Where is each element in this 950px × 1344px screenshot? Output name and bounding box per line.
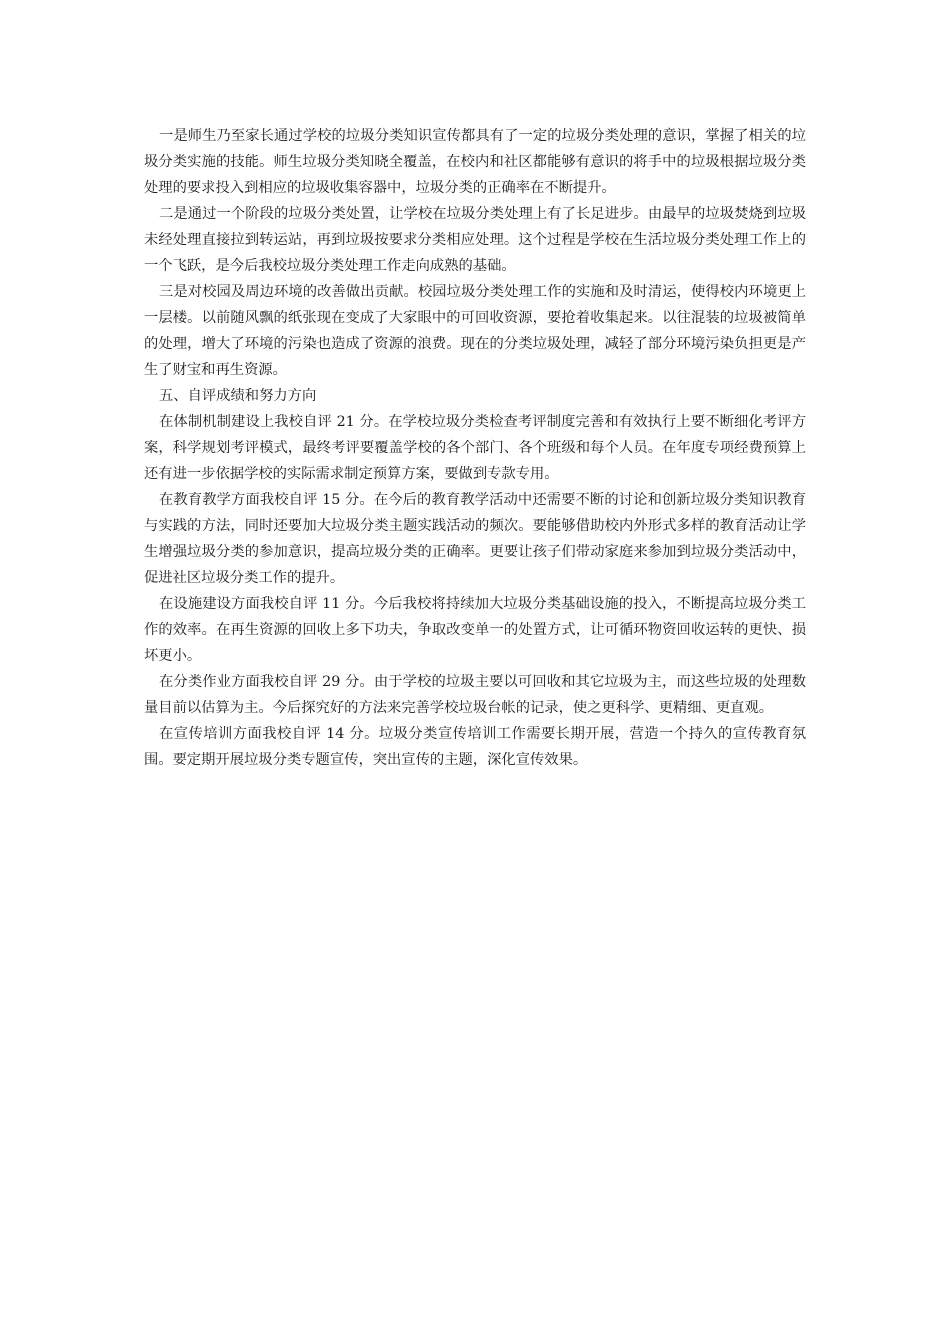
- paragraph-facilities-score: 在设施建设方面我校自评 11 分。今后我校将持续加大垃圾分类基础设施的投入，不断提高垃圾分类工作的效率。在再生资源的回收上多下功夫，争取改变单一的处置方式，让可循环物资回收运转的更快、损坏更小。: [144, 596, 806, 664]
- paragraph-operations-score: 在分类作业方面我校自评 29 分。由于学校的垃圾主要以可回收和其它垃圾为主，而这些垃圾的处理数量目前以估算为主。今后探究好的方法来完善学校垃圾台帐的记录，使之更科学、更精细、更直观。: [144, 674, 806, 716]
- paragraph-mechanism-score: 在体制机制建设上我校自评 21 分。在学校垃圾分类检查考评制度完善和有效执行上要不断细化考评方案，科学规划考评模式，最终考评要覆盖学校的各个部门、各个班级和每个人员。在年度专项经费预算上还有进一步依据学校的实际需求制定预算方案，要做到专款专用。: [144, 414, 806, 482]
- document-body: [144, 123, 806, 773]
- paragraph-achievement-environment: 三是对校园及周边环境的改善做出贡献。校园垃圾分类处理工作的实施和及时清运，使得校内环境更上一层楼。以前随风飘的纸张现在变成了大家眼中的可回收资源，要抢着收集起来。以往混装的垃圾被简单的处理，增大了环境的污染也造成了资源的浪费。现在的分类垃圾处理，减轻了部分环境污染负担更是产生了财宝和再生资源。: [144, 284, 806, 378]
- paragraph-education-score: 在教育教学方面我校自评 15 分。在今后的教育教学活动中还需要不断的讨论和创新垃圾分类知识教育与实践的方法，同时还要加大垃圾分类主题实践活动的频次。要能够借助校内外形式多样的教育活动让学生增强垃圾分类的参加意识，提高垃圾分类的正确率。更要让孩子们带动家庭来参加到垃圾分类活动中，促进社区垃圾分类工作的提升。: [144, 492, 806, 586]
- paragraph-achievement-progress: 二是通过一个阶段的垃圾分类处置，让学校在垃圾分类处理上有了长足进步。由最早的垃圾焚烧到垃圾未经处理直接拉到转运站，再到垃圾按要求分类相应处理。这个过程是学校在生活垃圾分类处理工作上的一个飞跃，是今后我校垃圾分类处理工作走向成熟的基础。: [144, 206, 806, 274]
- section-heading-self-evaluation: 五、自评成绩和努力方向: [159, 388, 317, 404]
- paragraph-publicity-score: 在宣传培训方面我校自评 14 分。垃圾分类宣传培训工作需要长期开展，营造一个持久的宣传教育氛围。要定期开展垃圾分类专题宣传，突出宣传的主题，深化宣传效果。: [144, 726, 806, 768]
- paragraph-achievement-awareness: 一是师生乃至家长通过学校的垃圾分类知识宣传都具有了一定的垃圾分类处理的意识，掌握了相关的垃圾分类实施的技能。师生垃圾分类知晓全覆盖，在校内和社区都能够有意识的将手中的垃圾根据垃圾分类处理的要求投入到相应的垃圾收集容器中，垃圾分类的正确率在不断提升。: [144, 128, 806, 196]
